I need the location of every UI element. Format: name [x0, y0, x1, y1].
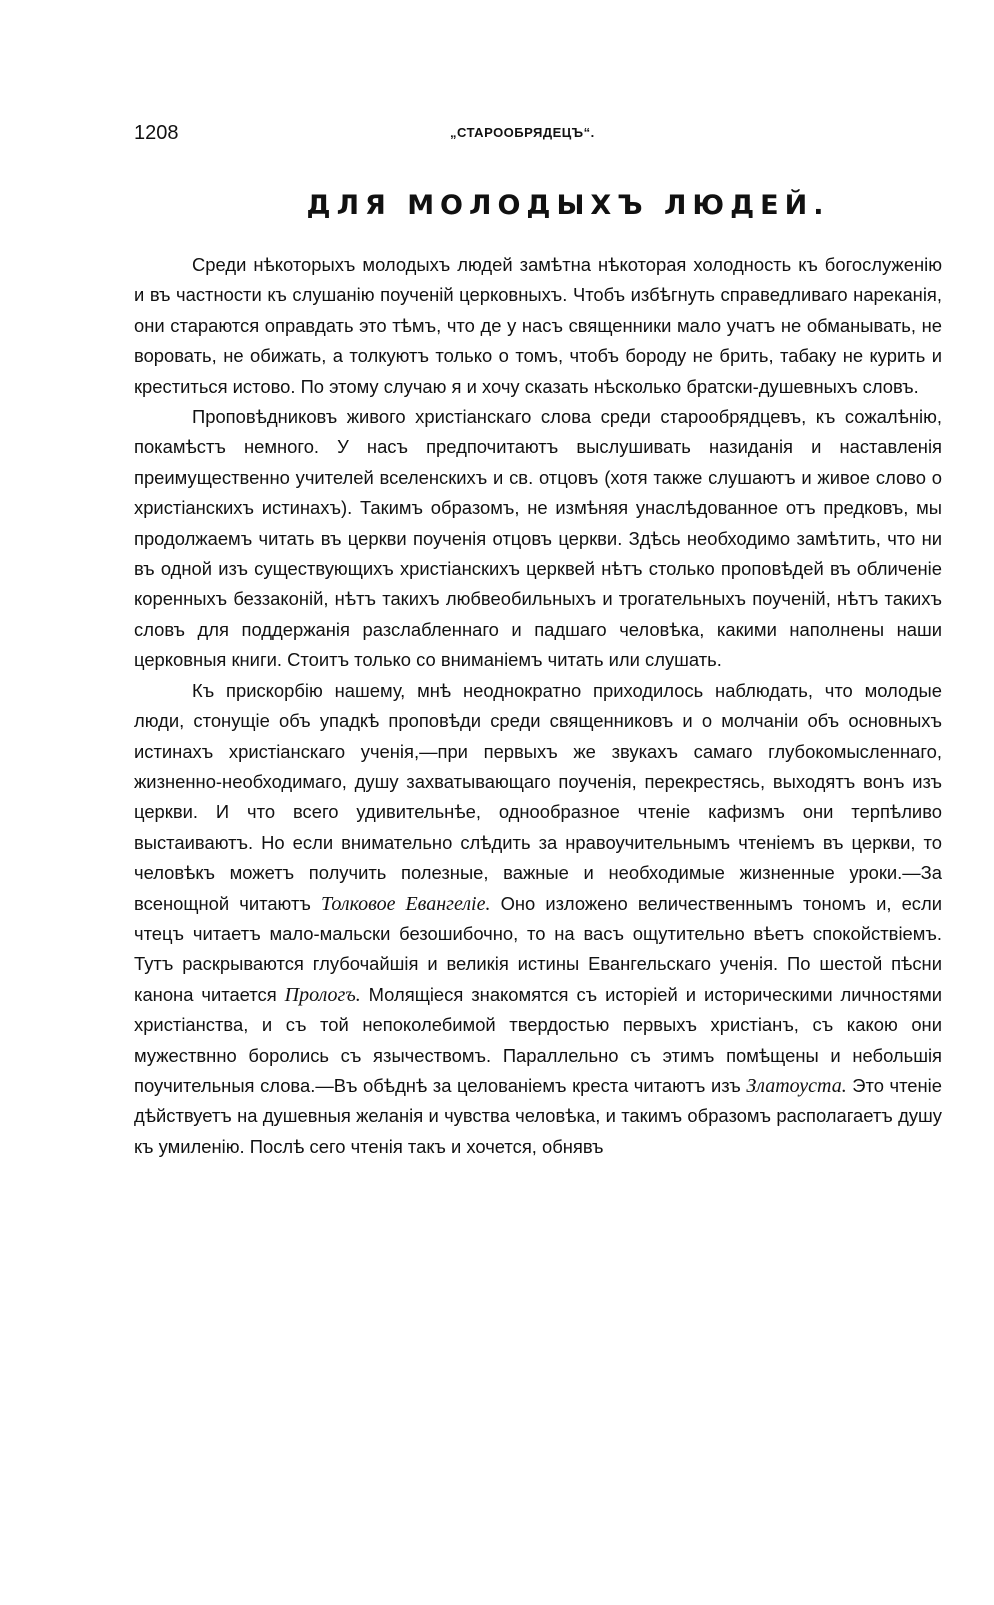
paragraph-3-text-b: Оно изложено величественнымъ тономъ и, если чтецъ читаетъ мало-мальски безошибочно, то на васъ ощутительно вѣетъ спокойствіемъ. Тутъ раскрываются глубочайшія и великія истины Евангельскаго ученія. По шестой пѣсни канона читается	[134, 892, 943, 1005]
paragraph-2	[134, 402, 942, 676]
italic-title-zlatoust: Златоуста.	[746, 1074, 847, 1097]
italic-title-prolog: Прологъ.	[284, 983, 361, 1006]
paragraph-3	[134, 676, 942, 1163]
article-title: ДЛЯ МОЛОДЫХЪ ЛЮДЕЙ.	[306, 190, 830, 221]
journal-title: „СТАРООБРЯДЕЦЪ“.	[450, 125, 595, 140]
page-number: 1208	[134, 122, 179, 144]
paragraph-3-text-a: Къ прискорбію нашему, мнѣ неоднократно приходилось наблюдать, что молодые люди, стонущіе объ упадкѣ проповѣди среди священниковъ и о молчаніи объ основныхъ истинахъ христіанскаго ученія,—при первыхъ же звукахъ самаго глубокомысленнаго, жизненно-необходимаго, душу захватывающаго поученія, перекрестясь, выходятъ вонъ изъ церкви. И что всего удивительнѣе, однообразное чтеніе кафизмъ они терпѣливо выстаиваютъ. Но если внимательно слѣдить за нравоучительнымъ чтеніемъ въ церкви, то человѣкъ можетъ получить полезные, важные и необходимые жизненные уроки.—За всенощной читаютъ	[134, 679, 942, 914]
article-body	[134, 250, 942, 1162]
paragraph-1-text: Среди нѣкоторыхъ молодыхъ людей замѣтна нѣкоторая холодность къ богослуженію и въ частности къ слушанію поученій церковныхъ. Чтобъ избѣгнуть справедливаго нареканія, они стараются оправдать это тѣмъ, что де у насъ священники мало учатъ не обманывать, не воровать, не обижать, а толкуютъ только о томъ, чтобъ бороду не брить, табаку не курить и креститься истово. По этому случаю я и хочу сказать нѣсколько братски-душевныхъ словъ.	[134, 254, 942, 397]
paragraph-3-text-d: Это чтеніе дѣйствуетъ на душевныя желанія и чувства человѣка, и такимъ образомъ располагаетъ душу къ умиленію. Послѣ сего чтенія такъ и хочется, обнявъ	[134, 1074, 942, 1157]
running-head	[134, 118, 942, 148]
paragraph-2-text: Проповѣдниковъ живого христіанскаго слова среди старообрядцевъ, къ сожалѣнію, покамѣстъ немного. У насъ предпочитаютъ выслушивать назиданія и наставленія преимущественно учителей вселенскихъ и св. отцовъ (хотя также слушаютъ и живое слово о христіанскихъ истинахъ). Такимъ образомъ, не измѣняя унаслѣдованное отъ предковъ, мы продолжаемъ читать въ церкви поученія отцовъ церкви. Здѣсь необходимо замѣтить, что ни въ одной изъ существующихъ христіанскихъ церквей нѣтъ столько проповѣдей въ обличеніе коренныхъ беззаконій, нѣтъ такихъ любвеобильныхъ и трогательныхъ поученій, нѣтъ такихъ словъ для поддержанія разслабленнаго и падшаго человѣка, какими наполнены наши церковныя книги. Стоитъ только со вниманіемъ читать или слушать.	[134, 406, 942, 671]
italic-title-tolkovoe-evangelie: Толковое Евангеліе.	[320, 892, 491, 915]
paragraph-1	[134, 250, 942, 402]
paragraph-3-text-c: Молящіеся знакомятся съ исторіей и историческими личностями христіанства, и съ той непоколебимой твердостью первыхъ христіанъ, съ какою они мужествнно боролись съ язычествомъ. Параллельно съ этимъ помѣщены и небольшія поучительныя слова.—Въ обѣднѣ за целованіемъ креста читаютъ изъ	[134, 983, 943, 1096]
